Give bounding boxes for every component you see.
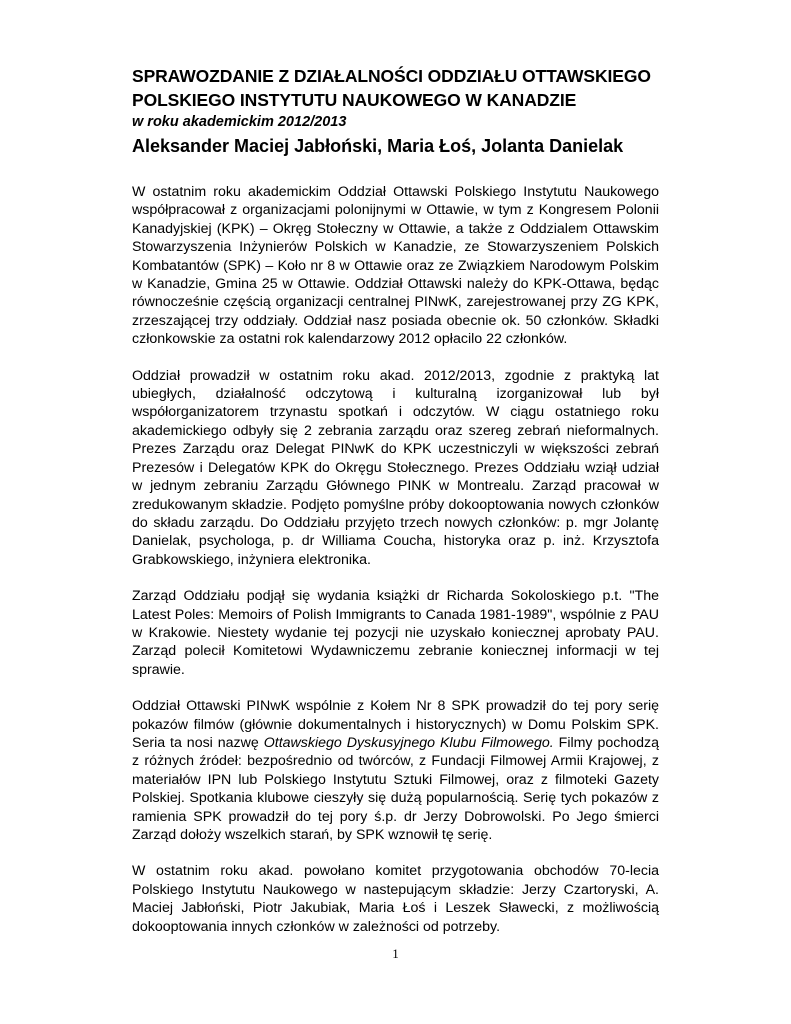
paragraph-book-publication: Zarząd Oddziału podjął się wydania książki dr Richarda Sokoloskiego p.t. "The Latest Poles: Memoirs of Polish Immigrants to Canada 1981-1989", wspólnie z PAU w Krakowie. Niestety wydanie tej pozycji nie uzyskało koniecznej aprobaty PAU. Zarząd polecił Komitetowi Wydawniczemu zebranie koniecznej informacji w tej sprawie. <box>132 588 659 678</box>
document-body <box>132 64 659 936</box>
paragraph-activities: Oddział prowadził w ostatnim roku akad. 2012/2013, zgodnie z praktyką lat ubiegłych, działalność odczytową i kulturalną izorganizował lub był współorganizatorem trzynastu spotkań i odczytów. W ciągu ostatniego roku akademickiego odbyły się 2 zebrania zarządu oraz szereg zebrań nieformalnych. Prezes Zarządu oraz Delegat PINwK do KPK uczestniczyli w większości zebrań Prezesów i Delegatów KPK do Okręgu Stołecznego. Prezes Oddziału wziął udział w jednym zebraniu Zarządu Głównego PINK w Montrealu. Zarząd pracował w zredukowanym składzie. Podjęto pomyślne próby dokooptowania nowych członków do składu zarządu. Do Oddziału przyjęto trzech nowych członków: p. mgr Jolantę Danielak, psychologa, p. dr Williama Coucha, historyka oraz p. inż. Krzysztofa Grabkowskiego, inżyniera elektronika. <box>132 367 659 568</box>
paragraph-cooperation: W ostatnim roku akademickim Oddział Ottawski Polskiego Instytutu Naukowego współpracował z organizacjami polonijnymi w Ottawie, w tym z Kongresem Polonii Kanadyjskiej (KPK) – Okręg Stołeczny w Ottawie, a także z Oddzialem Ottawskim Stowarzyszenia Inżynierów Polskich w Kanadzie, ze Stowarzyszeniem Polskich Kombatantów (SPK) – Koło nr 8 w Ottawie oraz ze Związkiem Narodowym Polskim w Kanadzie, Gmina 25 w Ottawie. Oddział Ottawski należy do KPK-Ottawa, będąc równocześnie częścią organizacji centralnej PINwK, zarejestrowanej przy ZG KPK, zrzeszającej trzy oddziały. Oddział nasz posiada obecnie ok. 50 członków. Składki członkowskie za ostatni rok kalendarzowy 2012 opłacilo 22 członków. <box>132 184 659 348</box>
title-line-1: SPRAWOZDANIE Z DZIAŁALNOŚCI ODDZIAŁU OTTAWSKIEGO <box>132 66 651 86</box>
title-line-2: POLSKIEGO INSTYTUTU NAUKOWEGO W KANADZIE <box>132 90 577 110</box>
film-club-text-after: Filmy pochodzą z różnych źródeł: bezpośrednio od twórców, z Fundacji Filmowej Armii Krajowej, z materiałów IPN lub Polskiego Instytutu Sztuki Filmowej, oraz z filmoteki Gazety Polskiej. Spotkania klubowe cieszyły się dużą popularnością. Serię tych pokazów z ramienia SPK prowadził do tej pory ś.p. dr Jerzy Dobrowolski. Po Jego śmierci Zarząd dołoży wszelkich starań, by SPK wznowił tę serię. <box>132 734 659 843</box>
film-club-name: Ottawskiego Dyskusyjnego Klubu Filmowego. <box>263 734 554 751</box>
paragraph-film-club <box>132 697 659 844</box>
report-title <box>132 64 659 112</box>
page-number: 1 <box>392 946 399 961</box>
authors-line: Aleksander Maciej Jabłoński, Maria Łoś, Jolanta Danielak <box>132 136 624 156</box>
film-club-text-before: Oddział Ottawski PINwK wspólnie z Kołem Nr 8 SPK prowadził do tej pory serię pokazów filmów (głównie dokumentalnych i historycznych) w Domu Polskim SPK. Seria ta nosi nazwę <box>132 698 659 751</box>
paragraph-anniversary-committee: W ostatnim roku akad. powołano komitet przygotowania obchodów 70-lecia Polskiego Instytutu Naukowego w nastepującym składzie: Jerzy Czartoryski, A. Maciej Jabłoński, Piotr Jakubiak, Maria Łoś i Leszek Sławecki, z możliwością dokooptowania innych członków w zależności od potrzeby. <box>132 863 659 935</box>
academic-year-subtitle: w roku akademickim 2012/2013 <box>132 114 347 130</box>
